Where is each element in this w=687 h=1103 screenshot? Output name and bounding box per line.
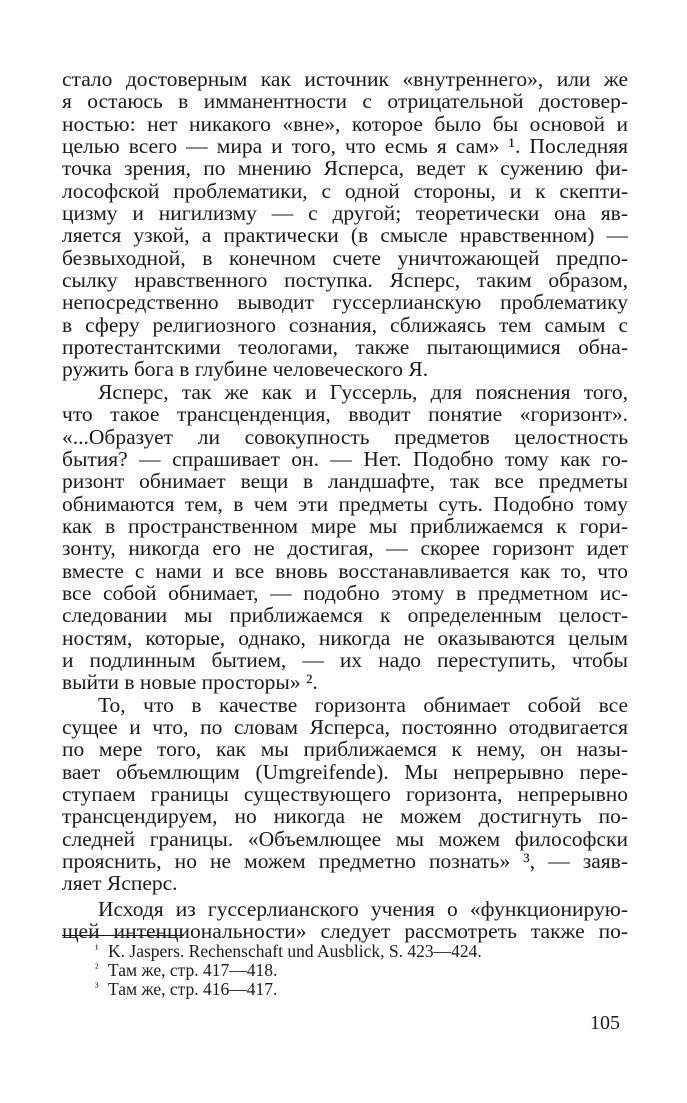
text-line: ляется узкой, а практически (в смысле нравственном) —: [62, 223, 628, 248]
text-line: бытия? — спрашивает он. — Нет. Подобно тому как го-: [62, 446, 628, 471]
text-line: следней границы. «Объемлющее мы можем философски: [62, 826, 628, 851]
text-line: цизму и нигилизму — с другой; теоретически она яв-: [62, 201, 628, 226]
text-line: по мере того, как мы приближаемся к нему, он назы-: [62, 737, 628, 762]
text-line: То, что в качестве горизонта обнимает собой все: [98, 692, 628, 717]
text-line: Исходя из гуссерлианского учения о «функционирую-: [98, 896, 628, 921]
footnote-text: Там же, стр. 416—417.: [108, 979, 278, 999]
text-line: прояснить, но не можем предметно познать» ³, — заяв-: [62, 849, 628, 874]
text-line: как в пространственном мире мы приближаемся к гори-: [62, 513, 628, 538]
footnote-mark: ²: [95, 961, 99, 975]
text-line: лософской проблематики, с одной стороны, и к скепти-: [62, 178, 628, 203]
text-line: сылку нравственного поступка. Ясперс, таким образом,: [62, 268, 628, 293]
paragraph-3: [62, 694, 628, 895]
text-line: ризонт обнимает вещи в ландшафте, так все предметы: [62, 469, 628, 494]
paragraph-1: [62, 68, 628, 381]
page-number: 105: [590, 1012, 620, 1034]
footnote-mark: ³: [95, 980, 99, 994]
paragraph-2: [62, 381, 628, 694]
text-line: ностью: нет никакого «вне», которое было бы основой и: [62, 111, 628, 136]
text-line: в сферу религиозного сознания, сближаясь тем самым с: [62, 312, 628, 337]
text-line: трансцендируем, но никогда не можем достигнуть по-: [62, 804, 628, 829]
text-line: вместе с нами и все вновь восстанавливается как то, что: [62, 558, 628, 583]
footnote-2: [95, 961, 595, 980]
text-line: ляет Ясперс.: [62, 871, 178, 896]
main-text: [62, 68, 628, 942]
text-line: Ясперс, так же как и Гуссерль, для пояснения того,: [98, 379, 628, 404]
text-line: следовании мы приближаемся к определенным целост-: [62, 603, 628, 628]
text-line: ступаем границы существующего горизонта, непрерывно: [62, 782, 628, 806]
footnote-3: [95, 980, 595, 999]
text-line: сущее и что, по словам Ясперса, постоянно отодвигается: [62, 714, 628, 739]
text-line: «...Образует ли совокупность предметов целостность: [62, 424, 628, 449]
text-line: вает объемлющим (Umgreifende). Мы непрерывно пере-: [62, 759, 628, 784]
text-line: обнимаются тем, в чем эти предметы суть. Подобно тому: [62, 491, 628, 516]
text-line: ружить бога в глубине человеческого Я.: [62, 357, 429, 382]
footnotes: [95, 942, 595, 999]
text-line: ностям, которые, однако, никогда не оказываются целым: [62, 625, 628, 650]
text-line: точка зрения, по мнению Ясперса, ведет к сужению фи-: [62, 156, 628, 181]
text-line: и подлинным бытием, — их надо переступить, чтобы: [62, 647, 628, 672]
text-line: безвыходной, в конечном счете уничтожающей предпо-: [62, 245, 628, 270]
text-line: целью всего — мира и того, что есмь я сам» ¹. Последняя: [62, 134, 628, 159]
text-line: что такое трансценденция, вводит понятие «горизонт».: [62, 402, 628, 427]
text-line: выйти в новые просторы» ².: [62, 670, 318, 695]
footnote-1: [95, 942, 595, 961]
text-line: зонту, никогда его не достигая, — скорее горизонт идет: [62, 536, 628, 561]
text-line: все собой обнимает, — подобно этому в предметном ис-: [62, 580, 628, 605]
text-line: протестантскими теологами, также пытающимися обна-: [62, 335, 628, 360]
footnote-text: K. Jaspers. Rechenschaft und Ausblick, S. 423—424.: [108, 941, 482, 961]
footnote-text: Там же, стр. 417—418.: [108, 960, 278, 980]
footnote-mark: ¹: [95, 942, 99, 956]
text-line: я остаюсь в имманентности с отрицательной достовер-: [62, 89, 628, 114]
text-line: непосредственно выводит гуссерлианскую проблематику: [62, 290, 628, 315]
text-line: стало достоверным как источник «внутреннего», или же: [62, 67, 628, 91]
footnote-divider: [62, 935, 184, 936]
text-line: щей интенциональности» следует рассмотреть также по-: [62, 919, 628, 944]
